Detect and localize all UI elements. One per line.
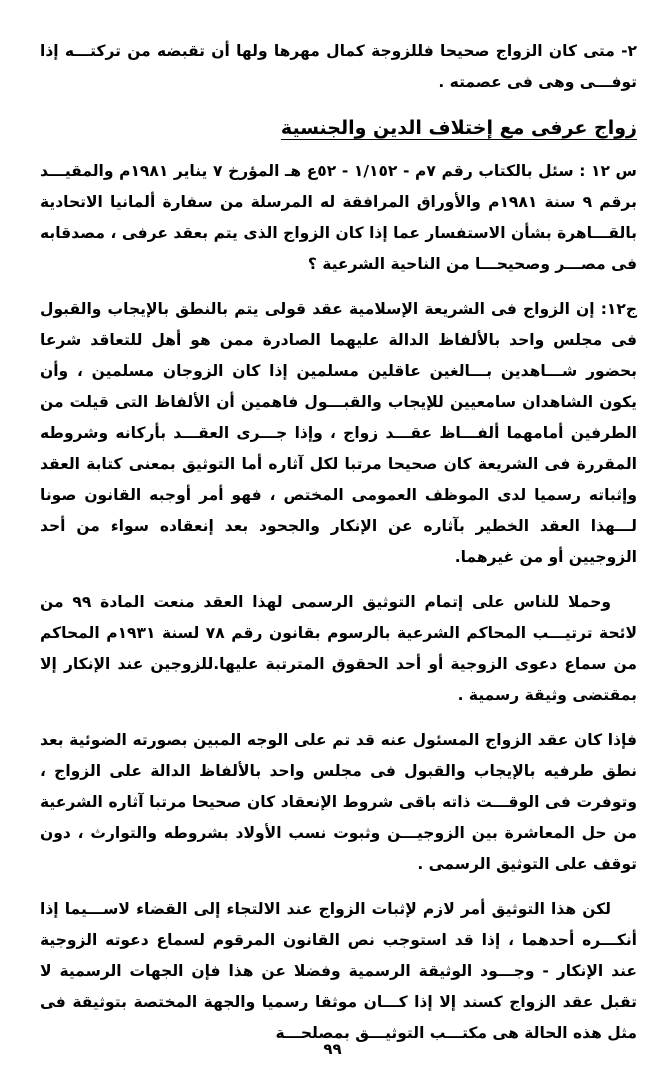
page-number: ٩٩ <box>323 1040 342 1058</box>
page-body <box>40 36 637 1049</box>
answer-12: ج١٢: إن الزواج فى الشريعة الإسلامية عقد قولى يتم بالنطق بالإيجاب والقبول فى مجلس واحد بالألفاظ الدالة عليهما الصادرة ممن هو أهل للتعاقد شرعا بحضور شـــاهدين بـــالغين عاقلين مسلمين إذا كان الزوجان مسلمين ، وأن يكون الشاهدان سامعيين للإيجاب والقبـــول فاهمين أن الألفاظ التى قيلت من الطرفين أمامهما ألفـــاظ عقـــد زواج ، وإذا جـــرى العقـــد بأركانه وشروطه المقررة فى الشريعة كان صحيحا مرتبا لكل آثاره أما التوثيق بمعنى كتابة العقد وإثباته رسميا لدى الموظف العمومى المختص ، فهو أمر أوجبه القانون صونا لـــهذا العقد الخطير بآثاره عن الإنكار والجحود بعد إنعقاده سواء من أحد الزوجيين أو من غيرهما. <box>40 300 637 566</box>
paragraph-item-2: ٢- متى كان الزواج صحيحا فللزوجة كمال مهرها ولها أن تقبضه من تركتـــه إذا توفـــى وهى فى عصمته . <box>40 42 637 91</box>
paragraph-contract-validity: فإذا كان عقد الزواج المسئول عنه قد تم على الوجه المبين بصورته الضوئية بعد نطق طرفيه بالإيجاب والقبول فى مجلس واحد بالألفاظ الدالة على الزواج ، وتوفرت فى الوقـــت ذاته باقى شروط الإنعقاد كان صحيحا مرتبا آثاره الشرعية من حل المعاشرة بين الزوجيـــن وثبوت نسب الأولاد بشروطه والتوارث ، دون توقف على التوثيق الرسمى . <box>40 731 637 873</box>
paragraph-registration: لكن هذا التوثيق أمر لازم لإثبات الزواج عند الالتجاء إلى القضاء لاســـيما إذا أنكـــره أحدهما ، إذا قد استوجب نص القانون المرقوم لسماع دعوته الزوجية عند الإنكار - وجـــود الوثيقة الرسمية وفضلا عن هذا فإن الجهات الرسمية لا تقبل عقد الزواج كسند إلا إذا كـــان موثقا رسميا والجهة المختصة بتوثيقة فى مثل هذه الحالة هى مكتـــب التوثيـــق بمصلحـــة <box>40 900 637 1042</box>
question-12: س ١٢ : سئل بالكتاب رقم ٧م - ١/١٥٢ - ٥٢ع هـ المؤرخ ٧ يناير ١٩٨١م والمقيـــد برقم ٩ سنة ١٩٨١م والأوراق المرافقة له المرسلة من سفارة ألمانيا الاتحادية بالقـــاهرة بشأن الاستفسار عما إذا كان الزواج الذى يتم بعقد عرفى ، مصدقابه فى مصـــر وصحيحـــا من الناحية الشرعية ؟ <box>40 162 637 273</box>
section-heading: زواج عرفى مع إختلاف الدين والجنسية <box>280 117 637 139</box>
paragraph-documentation: وحملا للناس على إتمام التوثيق الرسمى لهذا العقد منعت المادة ٩٩ من لائحة ترتيـــب المحاكم الشرعية بالرسوم بقانون رقم ٧٨ لسنة ١٩٣١م المحاكم من سماع دعوى الزوجية أو أحد الحقوق المترتبة عليها.للزوجين عند الإنكار إلا بمقتضى وثيقة رسمية . <box>40 593 637 704</box>
